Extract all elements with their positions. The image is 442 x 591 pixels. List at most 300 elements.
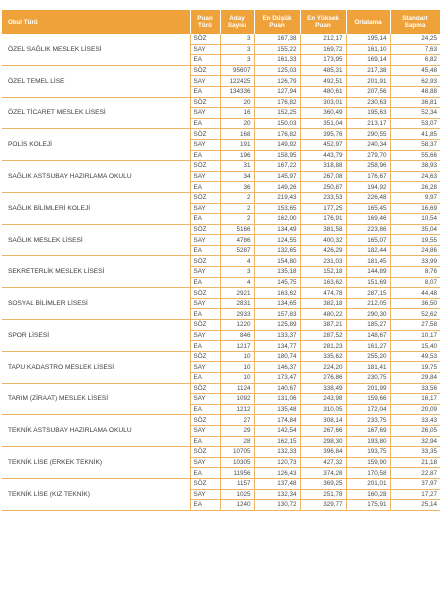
en-dusuk-puan-cell: 176,82 <box>254 129 300 140</box>
en-yuksek-puan-cell: 396,84 <box>300 447 346 458</box>
en-yuksek-puan-cell: 267,08 <box>300 171 346 182</box>
header-standart-sapma <box>390 10 440 34</box>
aday-sayisi-cell: 2933 <box>220 309 254 320</box>
en-yuksek-puan-cell: 318,88 <box>300 161 346 172</box>
en-yuksek-puan-cell: 338,49 <box>300 383 346 394</box>
ortalama-cell: 160,28 <box>346 489 390 500</box>
ortalama-cell: 159,90 <box>346 457 390 468</box>
standart-sapma-cell: 15,40 <box>390 341 440 352</box>
ortalama-cell: 230,75 <box>346 373 390 384</box>
en-dusuk-puan-cell: 161,33 <box>254 55 300 66</box>
aday-sayisi-cell: 28 <box>220 436 254 447</box>
header-puan-turu-line1: Puan <box>197 15 213 22</box>
school-type-name: SPOR LİSESİ <box>2 320 190 352</box>
en-dusuk-puan-cell: 120,73 <box>254 457 300 468</box>
standart-sapma-cell: 29,84 <box>390 373 440 384</box>
en-yuksek-puan-cell: 287,52 <box>300 330 346 341</box>
puan-turu-cell: SÖZ <box>190 224 220 235</box>
aday-sayisi-cell: 10305 <box>220 457 254 468</box>
aday-sayisi-cell: 1025 <box>220 489 254 500</box>
standart-sapma-cell: 16,17 <box>390 394 440 405</box>
en-dusuk-puan-cell: 137,48 <box>254 478 300 489</box>
en-dusuk-puan-cell: 149,26 <box>254 182 300 193</box>
en-dusuk-puan-cell: 125,03 <box>254 65 300 76</box>
table-row <box>2 256 440 267</box>
puan-turu-cell: SÖZ <box>190 65 220 76</box>
puan-turu-cell: SAY <box>190 489 220 500</box>
en-dusuk-puan-cell: 146,37 <box>254 362 300 373</box>
aday-sayisi-cell: 36 <box>220 182 254 193</box>
aday-sayisi-cell: 5166 <box>220 224 254 235</box>
en-dusuk-puan-cell: 162,00 <box>254 214 300 225</box>
en-dusuk-puan-cell: 154,80 <box>254 256 300 267</box>
school-type-name: TEKNİK ASTSUBAY HAZIRLAMA OKULU <box>2 415 190 447</box>
header-min-line1: En Düşük <box>262 15 292 22</box>
en-dusuk-puan-cell: 124,55 <box>254 235 300 246</box>
standart-sapma-cell: 6,82 <box>390 55 440 66</box>
en-dusuk-puan-cell: 158,95 <box>254 150 300 161</box>
ortalama-cell: 258,96 <box>346 161 390 172</box>
ortalama-cell: 193,80 <box>346 436 390 447</box>
header-en-yuksek-puan <box>300 10 346 34</box>
puan-turu-cell: EA <box>190 214 220 225</box>
en-dusuk-puan-cell: 173,47 <box>254 373 300 384</box>
aday-sayisi-cell: 846 <box>220 330 254 341</box>
ortalama-cell: 169,46 <box>346 214 390 225</box>
ortalama-cell: 148,67 <box>346 330 390 341</box>
header-sd-line1: Standart <box>402 15 428 22</box>
puan-turu-cell: SAY <box>190 298 220 309</box>
puan-turu-cell: EA <box>190 373 220 384</box>
en-yuksek-puan-cell: 267,66 <box>300 425 346 436</box>
en-dusuk-puan-cell: 167,22 <box>254 161 300 172</box>
header-sd-line2: Sapma <box>404 22 426 29</box>
ortalama-cell: 181,41 <box>346 362 390 373</box>
standart-sapma-cell: 36,81 <box>390 97 440 108</box>
school-type-name: SAĞLIK MESLEK LİSESİ <box>2 224 190 256</box>
aday-sayisi-cell: 2 <box>220 214 254 225</box>
standart-sapma-cell: 33,43 <box>390 415 440 426</box>
puan-turu-cell: SÖZ <box>190 256 220 267</box>
ortalama-cell: 194,92 <box>346 182 390 193</box>
aday-sayisi-cell: 20 <box>220 97 254 108</box>
en-yuksek-puan-cell: 387,21 <box>300 320 346 331</box>
standart-sapma-cell: 8,76 <box>390 267 440 278</box>
aday-sayisi-cell: 4 <box>220 256 254 267</box>
standart-sapma-cell: 24,63 <box>390 171 440 182</box>
ortalama-cell: 195,63 <box>346 108 390 119</box>
puan-turu-cell: SÖZ <box>190 478 220 489</box>
ortalama-cell: 212,05 <box>346 298 390 309</box>
standart-sapma-cell: 20,09 <box>390 404 440 415</box>
standart-sapma-cell: 36,50 <box>390 298 440 309</box>
ortalama-cell: 151,69 <box>346 277 390 288</box>
standart-sapma-cell: 21,18 <box>390 457 440 468</box>
en-yuksek-puan-cell: 381,58 <box>300 224 346 235</box>
puan-turu-cell: EA <box>190 150 220 161</box>
ortalama-cell: 170,58 <box>346 468 390 479</box>
aday-sayisi-cell: 191 <box>220 139 254 150</box>
aday-sayisi-cell: 122425 <box>220 76 254 87</box>
puan-turu-cell: SAY <box>190 171 220 182</box>
standart-sapma-cell: 27,58 <box>390 320 440 331</box>
standart-sapma-cell: 38,93 <box>390 161 440 172</box>
en-dusuk-puan-cell: 219,43 <box>254 192 300 203</box>
standart-sapma-cell: 10,17 <box>390 330 440 341</box>
en-yuksek-puan-cell: 308,14 <box>300 415 346 426</box>
ortalama-cell: 193,75 <box>346 447 390 458</box>
standart-sapma-cell: 52,62 <box>390 309 440 320</box>
puan-turu-cell: SÖZ <box>190 288 220 299</box>
ortalama-cell: 201,91 <box>346 76 390 87</box>
ortalama-cell: 201,99 <box>346 383 390 394</box>
puan-turu-cell: SAY <box>190 330 220 341</box>
en-yuksek-puan-cell: 374,28 <box>300 468 346 479</box>
en-dusuk-puan-cell: 126,79 <box>254 76 300 87</box>
ortalama-cell: 172,04 <box>346 404 390 415</box>
en-dusuk-puan-cell: 140,67 <box>254 383 300 394</box>
puan-turu-cell: SÖZ <box>190 351 220 362</box>
table-row <box>2 478 440 489</box>
en-yuksek-puan-cell: 281,23 <box>300 341 346 352</box>
en-yuksek-puan-cell: 169,72 <box>300 44 346 55</box>
en-dusuk-puan-cell: 126,43 <box>254 468 300 479</box>
ortalama-cell: 165,45 <box>346 203 390 214</box>
en-yuksek-puan-cell: 480,22 <box>300 309 346 320</box>
school-type-name: TEKNİK LİSE (KIZ TEKNİK) <box>2 478 190 510</box>
puan-turu-cell: SÖZ <box>190 129 220 140</box>
aday-sayisi-cell: 2 <box>220 192 254 203</box>
table-row <box>2 129 440 140</box>
aday-sayisi-cell: 1124 <box>220 383 254 394</box>
puan-turu-cell: EA <box>190 468 220 479</box>
aday-sayisi-cell: 5287 <box>220 245 254 256</box>
standart-sapma-cell: 52,34 <box>390 108 440 119</box>
puan-turu-cell: SAY <box>190 394 220 405</box>
aday-sayisi-cell: 31 <box>220 161 254 172</box>
puan-turu-cell: SAY <box>190 457 220 468</box>
ortalama-cell: 165,07 <box>346 235 390 246</box>
en-yuksek-puan-cell: 303,01 <box>300 97 346 108</box>
aday-sayisi-cell: 3 <box>220 55 254 66</box>
en-dusuk-puan-cell: 149,92 <box>254 139 300 150</box>
ortalama-cell: 233,75 <box>346 415 390 426</box>
table-row <box>2 97 440 108</box>
ortalama-cell: 144,89 <box>346 267 390 278</box>
en-yuksek-puan-cell: 382,18 <box>300 298 346 309</box>
aday-sayisi-cell: 10 <box>220 362 254 373</box>
standart-sapma-cell: 9,97 <box>390 192 440 203</box>
table-row <box>2 192 440 203</box>
ortalama-cell: 175,91 <box>346 500 390 511</box>
aday-sayisi-cell: 11956 <box>220 468 254 479</box>
header-en-dusuk-puan <box>254 10 300 34</box>
standart-sapma-cell: 33,99 <box>390 256 440 267</box>
en-dusuk-puan-cell: 145,75 <box>254 277 300 288</box>
aday-sayisi-cell: 3 <box>220 267 254 278</box>
aday-sayisi-cell: 2 <box>220 203 254 214</box>
school-type-name: ÖZEL TEMEL LİSE <box>2 65 190 97</box>
en-yuksek-puan-cell: 298,30 <box>300 436 346 447</box>
table-row <box>2 224 440 235</box>
standart-sapma-cell: 41,85 <box>390 129 440 140</box>
standart-sapma-cell: 58,37 <box>390 139 440 150</box>
aday-sayisi-cell: 16 <box>220 108 254 119</box>
puan-turu-cell: SAY <box>190 139 220 150</box>
aday-sayisi-cell: 2831 <box>220 298 254 309</box>
puan-turu-cell: SAY <box>190 267 220 278</box>
aday-sayisi-cell: 1217 <box>220 341 254 352</box>
aday-sayisi-cell: 1240 <box>220 500 254 511</box>
puan-turu-cell: SÖZ <box>190 161 220 172</box>
puan-turu-cell: EA <box>190 245 220 256</box>
puan-turu-cell: EA <box>190 309 220 320</box>
en-dusuk-puan-cell: 132,33 <box>254 447 300 458</box>
en-dusuk-puan-cell: 135,18 <box>254 267 300 278</box>
table-row <box>2 447 440 458</box>
standart-sapma-cell: 19,75 <box>390 362 440 373</box>
aday-sayisi-cell: 168 <box>220 129 254 140</box>
puan-turu-cell: EA <box>190 86 220 97</box>
aday-sayisi-cell: 20 <box>220 118 254 129</box>
ortalama-cell: 182,44 <box>346 245 390 256</box>
ortalama-cell: 185,27 <box>346 320 390 331</box>
puan-turu-cell: SÖZ <box>190 97 220 108</box>
school-type-name: TARIM (ZİRAAT) MESLEK LİSESİ <box>2 383 190 415</box>
standart-sapma-cell: 45,48 <box>390 65 440 76</box>
standart-sapma-cell: 44,48 <box>390 288 440 299</box>
ortalama-cell: 213,17 <box>346 118 390 129</box>
aday-sayisi-cell: 27 <box>220 415 254 426</box>
standart-sapma-cell: 19,55 <box>390 235 440 246</box>
en-yuksek-puan-cell: 369,25 <box>300 478 346 489</box>
school-type-name: ÖZEL TİCARET MESLEK LİSESİ <box>2 97 190 129</box>
en-yuksek-puan-cell: 276,86 <box>300 373 346 384</box>
en-yuksek-puan-cell: 400,32 <box>300 235 346 246</box>
puan-turu-cell: EA <box>190 404 220 415</box>
en-yuksek-puan-cell: 492,51 <box>300 76 346 87</box>
standart-sapma-cell: 7,63 <box>390 44 440 55</box>
standart-sapma-cell: 8,07 <box>390 277 440 288</box>
aday-sayisi-cell: 1212 <box>220 404 254 415</box>
ortalama-cell: 181,45 <box>346 256 390 267</box>
puan-turu-cell: SAY <box>190 362 220 373</box>
standart-sapma-cell: 53,07 <box>390 118 440 129</box>
en-yuksek-puan-cell: 310,05 <box>300 404 346 415</box>
en-dusuk-puan-cell: 174,84 <box>254 415 300 426</box>
en-yuksek-puan-cell: 233,53 <box>300 192 346 203</box>
en-dusuk-puan-cell: 135,48 <box>254 404 300 415</box>
standart-sapma-cell: 16,69 <box>390 203 440 214</box>
header-puan-turu-line2: Türü <box>198 22 212 29</box>
standart-sapma-cell: 32,94 <box>390 436 440 447</box>
aday-sayisi-cell: 134336 <box>220 86 254 97</box>
puan-turu-cell: EA <box>190 55 220 66</box>
en-dusuk-puan-cell: 157,83 <box>254 309 300 320</box>
puan-turu-cell: EA <box>190 341 220 352</box>
ortalama-cell: 195,14 <box>346 34 390 44</box>
standart-sapma-cell: 22,87 <box>390 468 440 479</box>
header-min-line2: Puan <box>269 22 285 29</box>
puan-turu-cell: SÖZ <box>190 447 220 458</box>
ortalama-cell: 159,66 <box>346 394 390 405</box>
en-yuksek-puan-cell: 485,31 <box>300 65 346 76</box>
standart-sapma-cell: 62,93 <box>390 76 440 87</box>
puan-turu-cell: EA <box>190 277 220 288</box>
ortalama-cell: 161,10 <box>346 44 390 55</box>
standart-sapma-cell: 10,54 <box>390 214 440 225</box>
en-yuksek-puan-cell: 177,25 <box>300 203 346 214</box>
table-row <box>2 320 440 331</box>
puan-turu-cell: SÖZ <box>190 34 220 44</box>
aday-sayisi-cell: 3 <box>220 44 254 55</box>
en-yuksek-puan-cell: 250,87 <box>300 182 346 193</box>
en-yuksek-puan-cell: 173,95 <box>300 55 346 66</box>
standart-sapma-cell: 25,14 <box>390 500 440 511</box>
en-dusuk-puan-cell: 180,74 <box>254 351 300 362</box>
en-yuksek-puan-cell: 243,98 <box>300 394 346 405</box>
en-dusuk-puan-cell: 130,72 <box>254 500 300 511</box>
standart-sapma-cell: 26,05 <box>390 425 440 436</box>
ortalama-cell: 201,01 <box>346 478 390 489</box>
puan-turu-cell: EA <box>190 118 220 129</box>
header-max-line2: Puan <box>315 22 331 29</box>
ortalama-cell: 207,56 <box>346 86 390 97</box>
aday-sayisi-cell: 29 <box>220 425 254 436</box>
en-dusuk-puan-cell: 155,22 <box>254 44 300 55</box>
ortalama-cell: 287,15 <box>346 288 390 299</box>
table-row <box>2 351 440 362</box>
aday-sayisi-cell: 95607 <box>220 65 254 76</box>
en-dusuk-puan-cell: 125,89 <box>254 320 300 331</box>
en-yuksek-puan-cell: 335,62 <box>300 351 346 362</box>
en-dusuk-puan-cell: 176,82 <box>254 97 300 108</box>
header-okul-turu: Okul Türü <box>2 10 190 34</box>
header-max-line1: En Yüksek <box>307 15 339 22</box>
school-type-name: SAĞLIK ASTSUBAY HAZIRLAMA OKULU <box>2 161 190 193</box>
en-dusuk-puan-cell: 145,97 <box>254 171 300 182</box>
standart-sapma-cell: 33,56 <box>390 383 440 394</box>
ortalama-cell: 230,63 <box>346 97 390 108</box>
puan-turu-cell: SAY <box>190 203 220 214</box>
en-yuksek-puan-cell: 452,97 <box>300 139 346 150</box>
aday-sayisi-cell: 10705 <box>220 447 254 458</box>
ortalama-cell: 290,30 <box>346 309 390 320</box>
en-yuksek-puan-cell: 474,78 <box>300 288 346 299</box>
en-dusuk-puan-cell: 127,94 <box>254 86 300 97</box>
puan-turu-cell: SÖZ <box>190 383 220 394</box>
en-yuksek-puan-cell: 251,78 <box>300 489 346 500</box>
header-puan-turu <box>190 10 220 34</box>
en-yuksek-puan-cell: 152,18 <box>300 267 346 278</box>
puan-turu-cell: SAY <box>190 235 220 246</box>
puan-turu-cell: SAY <box>190 76 220 87</box>
en-dusuk-puan-cell: 163,62 <box>254 288 300 299</box>
standart-sapma-cell: 48,88 <box>390 86 440 97</box>
table-row <box>2 288 440 299</box>
en-dusuk-puan-cell: 132,65 <box>254 245 300 256</box>
standart-sapma-cell: 17,27 <box>390 489 440 500</box>
aday-sayisi-cell: 196 <box>220 150 254 161</box>
table-row <box>2 161 440 172</box>
table-header <box>2 10 440 34</box>
en-yuksek-puan-cell: 329,77 <box>300 500 346 511</box>
puan-turu-cell: SAY <box>190 44 220 55</box>
standart-sapma-cell: 26,28 <box>390 182 440 193</box>
header-aday-line2: Sayısı <box>227 22 247 29</box>
standart-sapma-cell: 55,66 <box>390 150 440 161</box>
standart-sapma-cell: 33,35 <box>390 447 440 458</box>
puan-turu-cell: SÖZ <box>190 192 220 203</box>
aday-sayisi-cell: 10 <box>220 351 254 362</box>
en-dusuk-puan-cell: 167,38 <box>254 34 300 44</box>
table-row <box>2 415 440 426</box>
en-yuksek-puan-cell: 360,49 <box>300 108 346 119</box>
aday-sayisi-cell: 1092 <box>220 394 254 405</box>
puan-turu-cell: SAY <box>190 108 220 119</box>
en-yuksek-puan-cell: 212,17 <box>300 34 346 44</box>
puan-turu-cell: SÖZ <box>190 415 220 426</box>
en-yuksek-puan-cell: 224,20 <box>300 362 346 373</box>
en-yuksek-puan-cell: 480,61 <box>300 86 346 97</box>
en-dusuk-puan-cell: 134,65 <box>254 298 300 309</box>
en-dusuk-puan-cell: 134,49 <box>254 224 300 235</box>
puan-turu-cell: EA <box>190 436 220 447</box>
ortalama-cell: 223,86 <box>346 224 390 235</box>
en-dusuk-puan-cell: 131,06 <box>254 394 300 405</box>
table-row <box>2 34 440 44</box>
ortalama-cell: 217,38 <box>346 65 390 76</box>
aday-sayisi-cell: 34 <box>220 171 254 182</box>
en-yuksek-puan-cell: 231,03 <box>300 256 346 267</box>
header-aday-line1: Aday <box>229 15 245 22</box>
puan-turu-cell: EA <box>190 500 220 511</box>
ortalama-cell: 169,14 <box>346 55 390 66</box>
en-dusuk-puan-cell: 134,77 <box>254 341 300 352</box>
standart-sapma-cell: 24,25 <box>390 34 440 44</box>
school-type-name: SOSYAL BİLİMLER LİSESİ <box>2 288 190 320</box>
ortalama-cell: 255,20 <box>346 351 390 362</box>
en-yuksek-puan-cell: 176,91 <box>300 214 346 225</box>
school-score-table <box>2 10 441 511</box>
school-type-name: SEKRETERLİK MESLEK LİSESİ <box>2 256 190 288</box>
ortalama-cell: 240,34 <box>346 139 390 150</box>
en-yuksek-puan-cell: 395,76 <box>300 129 346 140</box>
header-ortalama: Ortalama <box>346 10 390 34</box>
standart-sapma-cell: 24,86 <box>390 245 440 256</box>
school-type-name: SAĞLIK BİLİMLERİ KOLEJİ <box>2 192 190 224</box>
en-dusuk-puan-cell: 133,37 <box>254 330 300 341</box>
standart-sapma-cell: 37,97 <box>390 478 440 489</box>
en-yuksek-puan-cell: 443,79 <box>300 150 346 161</box>
aday-sayisi-cell: 10 <box>220 373 254 384</box>
en-dusuk-puan-cell: 142,54 <box>254 425 300 436</box>
en-dusuk-puan-cell: 132,34 <box>254 489 300 500</box>
school-type-name: TEKNİK LİSE (ERKEK TEKNİK) <box>2 447 190 479</box>
school-type-name: POLİS KOLEJİ <box>2 129 190 161</box>
ortalama-cell: 226,48 <box>346 192 390 203</box>
puan-turu-cell: EA <box>190 182 220 193</box>
table-body <box>2 34 440 510</box>
en-yuksek-puan-cell: 351,04 <box>300 118 346 129</box>
standart-sapma-cell: 49,53 <box>390 351 440 362</box>
en-yuksek-puan-cell: 427,32 <box>300 457 346 468</box>
en-yuksek-puan-cell: 426,29 <box>300 245 346 256</box>
ortalama-cell: 290,55 <box>346 129 390 140</box>
ortalama-cell: 161,27 <box>346 341 390 352</box>
standart-sapma-cell: 35,04 <box>390 224 440 235</box>
aday-sayisi-cell: 1157 <box>220 478 254 489</box>
